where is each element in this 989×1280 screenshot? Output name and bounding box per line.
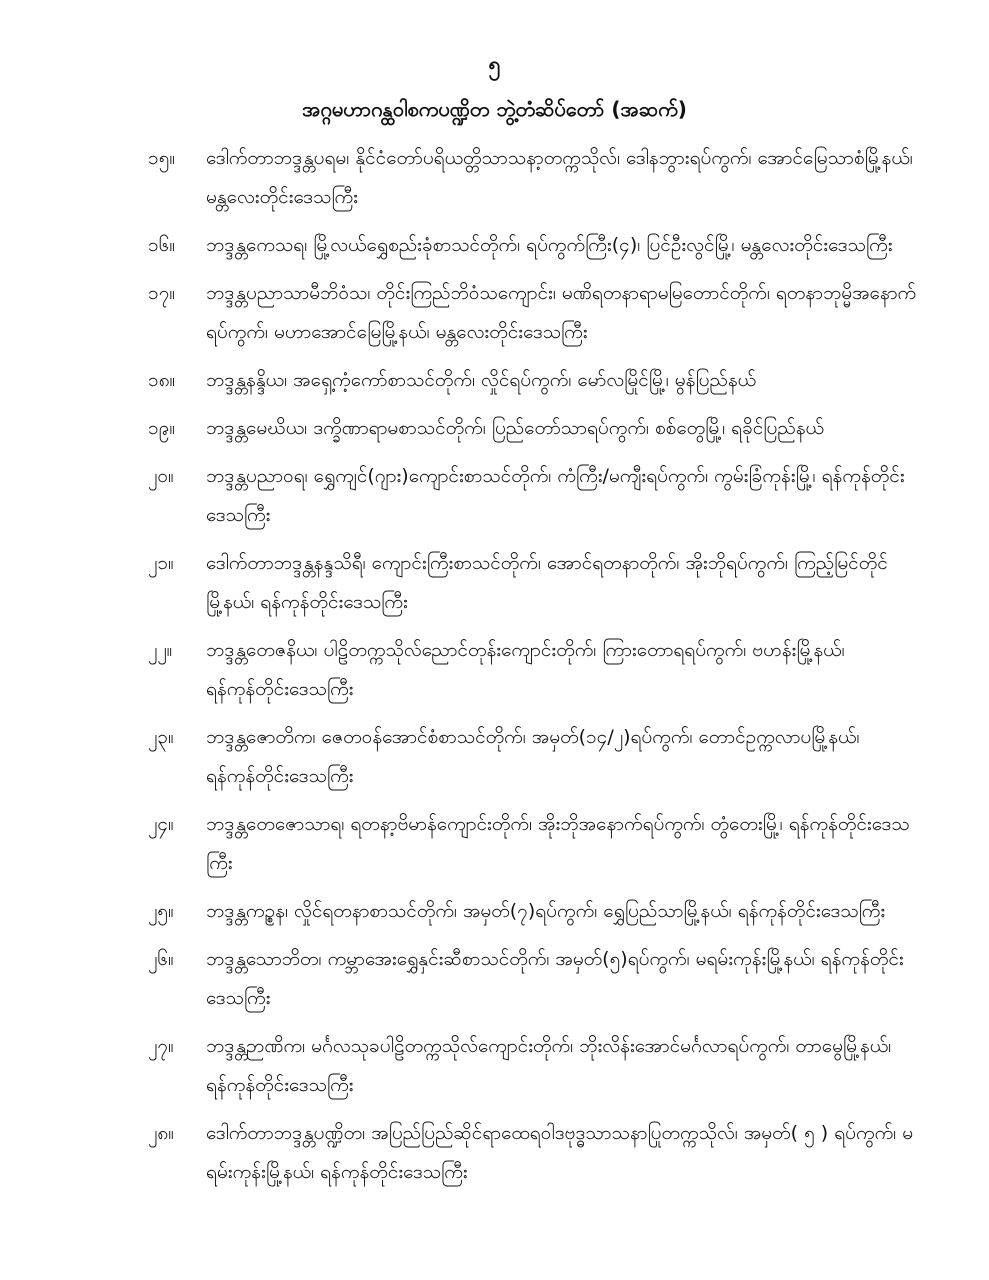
list-item	[148, 361, 931, 400]
page-number: ၅	[488, 52, 501, 76]
item-number: ၂၂။	[148, 639, 173, 662]
item-text: ဒေါက်တာဘဒ္ဒန္တပရမ၊ နိုင်ငံတော်ပရိယတ္တိသာသနာ့တက္ကသိုလ်၊ ဒေါနဘွားရပ်ကွက်၊ အောင်မြေသာစံမြို့နယ်၊ မန္တလေးတိုင်းဒေသကြီး	[206, 147, 913, 209]
item-text: ဘဒ္ဒန္တတေဇောသာရ၊ ရတနာ့ဗိမာန်ကျောင်းတိုက်၊ အိုးဘိုအနောက်ရပ်ကွက်၊ တွံတေးမြို့၊ ရန်ကုန်တိုင်းဒေသကြီး	[206, 813, 910, 875]
item-number: ၁၅။	[148, 147, 176, 170]
list-item	[148, 631, 931, 709]
list-item	[148, 1114, 931, 1192]
list-item	[148, 1027, 931, 1105]
item-text: ဘဒ္ဒန္တကဉ္စန၊ လှိုင်ရတနာစာသင်တိုက်၊ အမှတ်(၇)ရပ်ကွက်၊ ရွှေပြည်သာမြို့နယ်၊ ရန်ကုန်တိုင်းဒေသကြီး	[206, 900, 886, 923]
list-item	[148, 940, 931, 1018]
item-text: ဘဒ္ဒန္တမေဃိယ၊ ဒက္ခိဏာရာမစာသင်တိုက်၊ ပြည်တော်သာရပ်ကွက်၊ စစ်တွေမြို့၊ ရခိုင်ပြည်နယ်	[206, 417, 824, 440]
item-text: ဘဒ္ဒန္တဉာဏိက၊ မင်္ဂလသုခပါဠိတက္ကသိုလ်ကျောင်းတိုက်၊ ဘိုးလိန်းအောင်မင်္ဂလာရပ်ကွက်၊ တာမွေမြို့နယ်၊ ရန်ကုန်တိုင်းဒေသကြီး	[206, 1035, 892, 1097]
item-number: ၂၇။	[148, 1035, 174, 1058]
item-number: ၁၆။	[148, 234, 176, 257]
item-number: ၁၉။	[148, 417, 176, 440]
item-text: ဒေါက်တာဘဒ္ဒန္တနန္ဒသိရီ၊ ကျောင်းကြီးစာသင်တိုက်၊ အောင်ရတနာတိုက်၊ အိုးဘိုရပ်ကွက်၊ ကြည့်မြင်တိုင်မြို့နယ်၊ ရန်ကုန်တိုင်းဒေသကြီး	[206, 552, 888, 614]
item-text: ဘဒ္ဒန္တသောဘိတ၊ ကမ္ဘာအေးရွှေနှင်းဆီစာသင်တိုက်၊ အမှတ်(၅)ရပ်ကွက်၊ မရမ်းကုန်းမြို့နယ်၊ ရန်ကုန်တိုင်းဒေသကြီး	[206, 948, 904, 1010]
item-text: ဘဒ္ဒန္တပညာသာမီဘိဝံသ၊ တိုင်းကြည်ဘိဝံသကျောင်း၊ မဏိရတနာရာမမြတောင်တိုက်၊ ရတနာဘုမ္မိအနောက်ရပ်ကွက်၊ မဟာအောင်မြေမြို့နယ်၊ မန္တလေးတိုင်းဒေသကြီး	[206, 282, 917, 344]
item-number: ၂၄။	[148, 813, 174, 836]
item-number: ၂၀။	[148, 465, 174, 488]
item-text: ဘဒ္ဒန္တကေသရ၊ မြို့လယ်ရွှေစည်းခုံစာသင်တိုက်၊ ရပ်ကွက်ကြီး(၄)၊ ပြင်ဦးလွင်မြို့၊ မန္တလေးတိုင်းဒေသကြီး	[206, 234, 893, 257]
item-number: ၁၈။	[148, 369, 176, 392]
list-item	[148, 274, 931, 352]
list-item	[148, 805, 931, 883]
item-text: ဘဒ္ဒန္တနန္ဒိယ၊ အရှေ့ကံ့ကော်စာသင်တိုက်၊ လှိုင်ရပ်ကွက်၊ မော်လမြိုင်မြို့၊ မွန်ပြည်နယ်	[206, 369, 757, 392]
item-number: ၂၁။	[148, 552, 174, 575]
item-number: ၂၆။	[148, 948, 174, 971]
item-text: ဘဒ္ဒန္တဇောတိက၊ ဇေတဝန်အောင်စံစာသင်တိုက်၊ အမှတ်(၁၄/၂)ရပ်ကွက်၊ တောင်ဥက္ကလာပမြို့နယ်၊ ရန်ကုန်တိုင်းဒေသကြီး	[206, 726, 860, 788]
list-item	[148, 892, 931, 931]
item-text: ဘဒ္ဒန္တပညာဝရ၊ ရွှေကျင်(ဂျား)ကျောင်းစာသင်တိုက်၊ ကံကြီး/မကျီးရပ်ကွက်၊ ကွမ်းခြံကုန်းမြို့၊ ရန်ကုန်တိုင်းဒေသကြီး	[206, 465, 905, 527]
item-text: ဒေါက်တာဘဒ္ဒန္တပဏ္ဍိတ၊ အပြည်ပြည်ဆိုင်ရာထေရဝါဒဗုဒ္ဓသာသနာပြုတက္ကသိုလ်၊ အမှတ်( ၅ ) ရပ်ကွက်၊ မရမ်းကုန်းမြို့နယ်၊ ရန်ကုန်တိုင်းဒေသကြီး	[206, 1122, 914, 1184]
document-heading: အဂ္ဂမဟာဂန္ထဝါစကပဏ္ဍိတ ဘွဲ့တံဆိပ်တော် (အဆက်)	[302, 97, 687, 122]
item-number: ၂၈။	[148, 1122, 174, 1145]
item-number: ၂၅။	[148, 900, 174, 923]
list-item	[148, 718, 931, 796]
item-text: ဘဒ္ဒန္တတေဇနိယ၊ ပါဠိတက္ကသိုလ်ညောင်တုန်းကျောင်းတိုက်၊ ကြားတောရရပ်ကွက်၊ ဗဟန်းမြို့နယ်၊ ရန်ကုန်တိုင်းဒေသကြီး	[206, 639, 845, 701]
list-item	[148, 226, 931, 265]
list-item	[148, 457, 931, 535]
list-item	[148, 409, 931, 448]
list-item	[148, 139, 931, 217]
item-number: ၁၇။	[148, 282, 176, 305]
awardee-list	[148, 139, 931, 1192]
list-item	[148, 544, 931, 622]
item-number: ၂၃။	[148, 726, 174, 749]
